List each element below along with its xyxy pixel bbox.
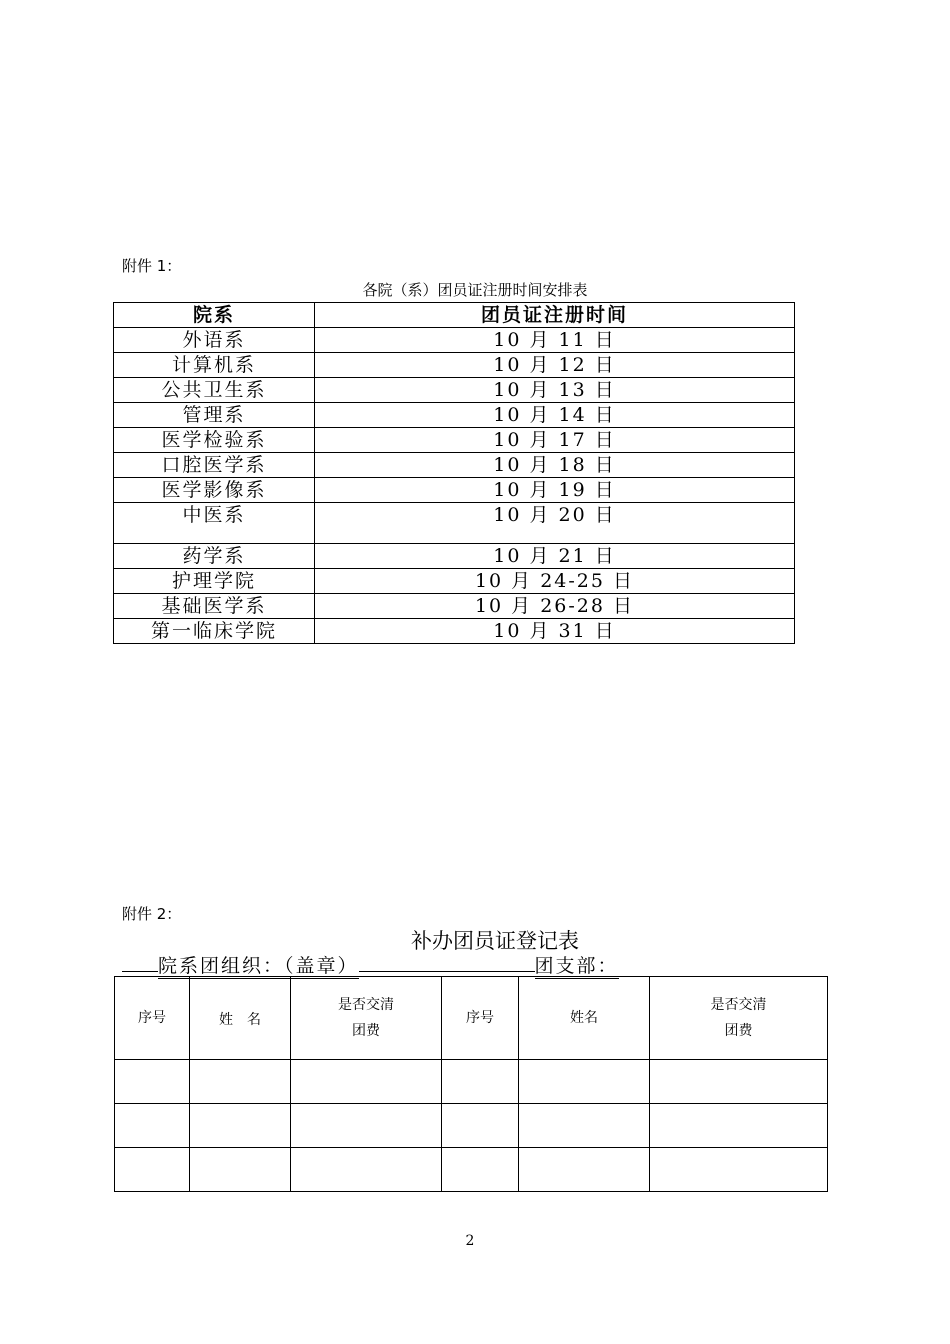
blank-cell bbox=[291, 1148, 442, 1192]
table-row bbox=[114, 478, 795, 503]
header-name-2: 姓名 bbox=[519, 977, 650, 1060]
header-name: 姓 名 bbox=[190, 977, 291, 1060]
attachment-1-label: 附件 1： bbox=[122, 257, 182, 275]
time-cell: 10 月 18 日 bbox=[315, 453, 795, 478]
table-row bbox=[115, 1148, 828, 1192]
branch-label: 团支部： bbox=[535, 951, 619, 979]
department-cell: 公共卫生系 bbox=[114, 378, 315, 403]
time-cell: 10 月 17 日 bbox=[315, 428, 795, 453]
table-row bbox=[114, 403, 795, 428]
table-row bbox=[114, 378, 795, 403]
department-cell: 医学检验系 bbox=[114, 428, 315, 453]
time-cell: 10 月 20 日 bbox=[315, 503, 795, 544]
department-cell: 中医系 bbox=[114, 503, 315, 544]
schedule-header-row bbox=[114, 303, 795, 328]
header-fee-line1: 是否交清 bbox=[338, 997, 394, 1013]
time-cell: 10 月 13 日 bbox=[315, 378, 795, 403]
header-fee-paid bbox=[291, 977, 442, 1060]
blank-cell bbox=[442, 1148, 519, 1192]
header-fee-line2: 团费 bbox=[352, 1023, 380, 1039]
blank-cell bbox=[519, 1060, 650, 1104]
blank-cell bbox=[442, 1104, 519, 1148]
time-cell: 10 月 12 日 bbox=[315, 353, 795, 378]
blank-cell bbox=[650, 1148, 828, 1192]
blank-cell bbox=[115, 1060, 190, 1104]
table-row bbox=[114, 353, 795, 378]
department-cell: 第一临床学院 bbox=[114, 619, 315, 644]
schedule-table bbox=[113, 302, 795, 644]
time-cell: 10 月 26-28 日 bbox=[315, 594, 795, 619]
underline-spacer bbox=[122, 971, 158, 972]
blank-cell bbox=[650, 1060, 828, 1104]
blank-cell bbox=[519, 1148, 650, 1192]
department-cell: 基础医学系 bbox=[114, 594, 315, 619]
department-cell: 护理学院 bbox=[114, 569, 315, 594]
blank-cell bbox=[442, 1060, 519, 1104]
attachment-2-label: 附件 2： bbox=[122, 905, 182, 923]
org-stamp-label: 院系团组织：（盖章） bbox=[158, 951, 359, 979]
header-fee-paid-2 bbox=[650, 977, 828, 1060]
registration-table bbox=[114, 976, 828, 1192]
header-fee2-line1: 是否交清 bbox=[710, 997, 767, 1013]
page-number: 2 bbox=[465, 1233, 475, 1249]
time-cell: 10 月 24-25 日 bbox=[315, 569, 795, 594]
table-row bbox=[114, 428, 795, 453]
schedule-table-title: 各院（系）团员证注册时间安排表 bbox=[362, 281, 588, 299]
blank-cell bbox=[115, 1148, 190, 1192]
blank-cell bbox=[115, 1104, 190, 1148]
blank-cell bbox=[190, 1060, 291, 1104]
department-cell: 管理系 bbox=[114, 403, 315, 428]
time-cell: 10 月 11 日 bbox=[315, 328, 795, 353]
time-cell: 10 月 19 日 bbox=[315, 478, 795, 503]
time-cell: 10 月 21 日 bbox=[315, 544, 795, 569]
department-cell: 医学影像系 bbox=[114, 478, 315, 503]
time-cell: 10 月 31 日 bbox=[315, 619, 795, 644]
department-cell: 口腔医学系 bbox=[114, 453, 315, 478]
department-cell: 药学系 bbox=[114, 544, 315, 569]
blank-cell bbox=[190, 1104, 291, 1148]
table-row bbox=[115, 1060, 828, 1104]
time-cell: 10 月 14 日 bbox=[315, 403, 795, 428]
header-fee2-line2: 团费 bbox=[724, 1023, 753, 1039]
header-department: 院系 bbox=[114, 303, 315, 328]
blank-cell bbox=[650, 1104, 828, 1148]
department-cell: 外语系 bbox=[114, 328, 315, 353]
blank-cell bbox=[291, 1060, 442, 1104]
org-stamp-blank bbox=[359, 971, 535, 972]
header-seq: 序号 bbox=[115, 977, 190, 1060]
department-cell: 计算机系 bbox=[114, 353, 315, 378]
header-registration-time: 团员证注册时间 bbox=[315, 303, 795, 328]
header-seq-2: 序号 bbox=[442, 977, 519, 1060]
blank-cell bbox=[519, 1104, 650, 1148]
table-row bbox=[114, 569, 795, 594]
table-row bbox=[114, 453, 795, 478]
organization-line bbox=[122, 951, 619, 979]
table-row bbox=[115, 1104, 828, 1148]
table-row bbox=[114, 503, 795, 544]
table-row bbox=[114, 328, 795, 353]
blank-cell bbox=[190, 1148, 291, 1192]
table-row bbox=[114, 619, 795, 644]
registration-form-title: 补办团员证登记表 bbox=[411, 929, 579, 953]
table-row bbox=[114, 594, 795, 619]
table-row bbox=[114, 544, 795, 569]
registration-header-row bbox=[115, 977, 828, 1060]
blank-cell bbox=[291, 1104, 442, 1148]
